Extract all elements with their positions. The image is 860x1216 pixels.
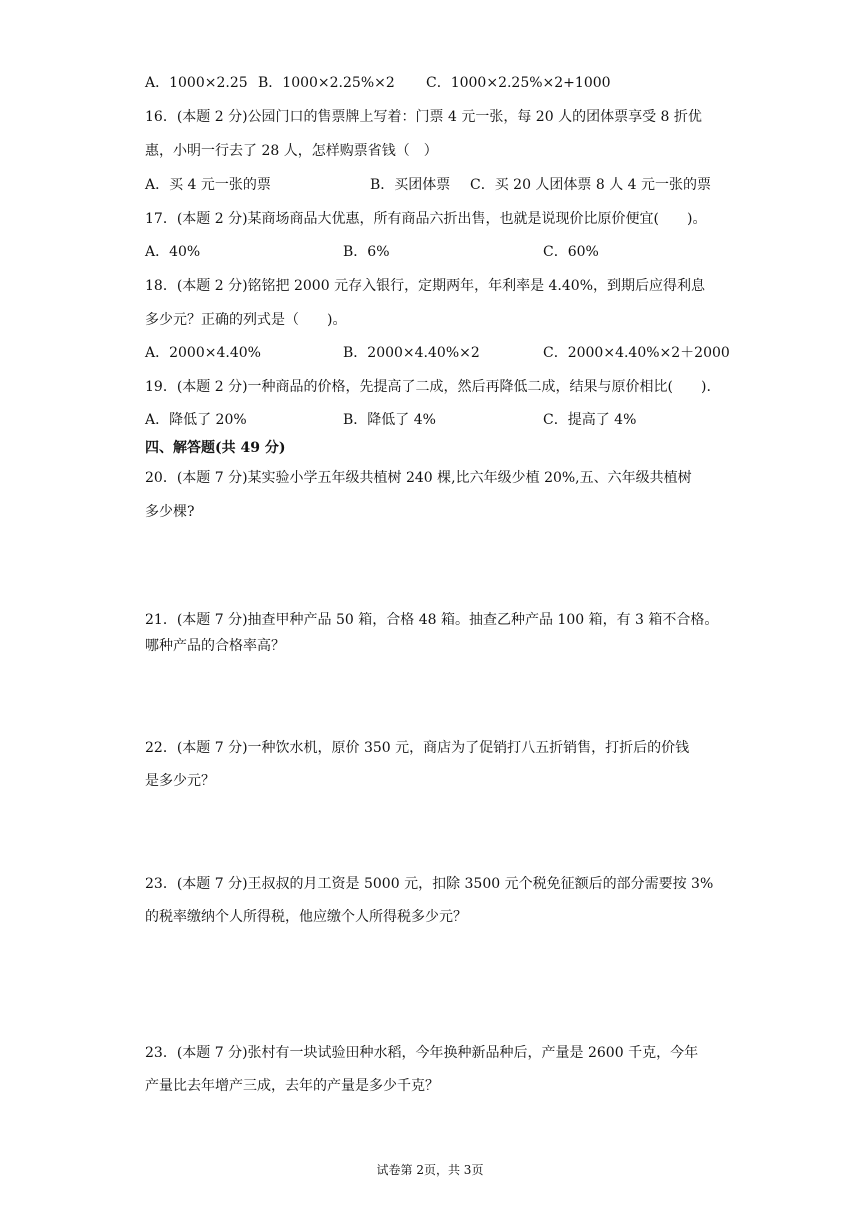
q19-text-line1: 19．(本题 2 分)一种商品的价格，先提高了二成，然后再降低二成，结果与原价相比( ). — [145, 379, 711, 395]
q20-text-line1: 20．(本题 7 分)某实验小学五年级共植树 240 棵,比六年级少植 20%,五、六年级共植树 — [145, 470, 692, 486]
q20-text-line2: 多少棵? — [145, 504, 195, 520]
q17-option-b: B．6% — [343, 244, 390, 260]
q18-option-c: C．2000×4.40%×2＋2000 — [543, 345, 730, 361]
q19-option-a: A．降低了 20% — [145, 412, 247, 428]
q15-option-a: A．1000×2.25 — [145, 75, 248, 91]
q22-text-line1: 22．(本题 7 分)一种饮水机，原价 350 元，商店为了促销打八五折销售，打折后的价钱 — [145, 740, 690, 756]
q17-option-a: A．40% — [145, 244, 201, 260]
q18-option-a: A．2000×4.40% — [145, 345, 261, 361]
q16-option-b: B．买团体票 — [370, 177, 451, 193]
q21-text-line1: 21．(本题 7 分)抽查甲种产品 50 箱，合格 48 箱。抽查乙种产品 100 箱，有 3 箱不合格。 — [145, 612, 719, 628]
q16-text-line2: 惠，小明一行去了 28 人，怎样购票省钱（ ） — [145, 143, 438, 159]
page-footer: 试卷第 2页，共 3页 — [376, 1163, 484, 1177]
q23a-text-line2: 的税率缴纳个人所得税，他应缴个人所得税多少元？ — [145, 909, 467, 925]
q17-option-c: C．60% — [543, 244, 599, 260]
q18-text-line2: 多少元？正确的列式是（ )。 — [145, 312, 347, 328]
q16-text-line1: 16．(本题 2 分)公园门口的售票牌上写着：门票 4 元一张，每 20 人的团体票享受 8 折优 — [145, 109, 702, 125]
q21-text-line2: 哪种产品的合格率高？ — [145, 638, 285, 654]
q15-option-b: B．1000×2.25%×2 — [258, 75, 395, 91]
q22-text-line2: 是多少元？ — [145, 773, 215, 789]
q19-option-c: C．提高了 4% — [543, 412, 637, 428]
section-heading: 四、解答题(共 49 分) — [145, 440, 286, 456]
q23b-text-line1: 23．(本题 7 分)张村有一块试验田种水稻，今年换种新品种后，产量是 2600 千克，今年 — [145, 1045, 699, 1061]
q18-option-b: B．2000×4.40%×2 — [343, 345, 480, 361]
q23b-text-line2: 产量比去年增产三成，去年的产量是多少千克？ — [145, 1078, 439, 1094]
q16-option-c: C．买 20 人团体票 8 人 4 元一张的票 — [470, 177, 712, 193]
q19-option-b: B．降低了 4% — [343, 412, 436, 428]
q16-option-a: A．买 4 元一张的票 — [145, 177, 271, 193]
q17-text-line1: 17．(本题 2 分)某商场商品大优惠，所有商品六折出售，也就是说现价比原价便宜( )。 — [145, 211, 707, 227]
q23a-text-line1: 23．(本题 7 分)王叔叔的月工资是 5000 元，扣除 3500 元个税免征额后的部分需要按 3% — [145, 876, 714, 892]
q18-text-line1: 18．(本题 2 分)铭铭把 2000 元存入银行，定期两年，年利率是 4.40%，到期后应得利息 — [145, 278, 705, 294]
q15-option-c: C．1000×2.25%×2+1000 — [426, 75, 611, 91]
